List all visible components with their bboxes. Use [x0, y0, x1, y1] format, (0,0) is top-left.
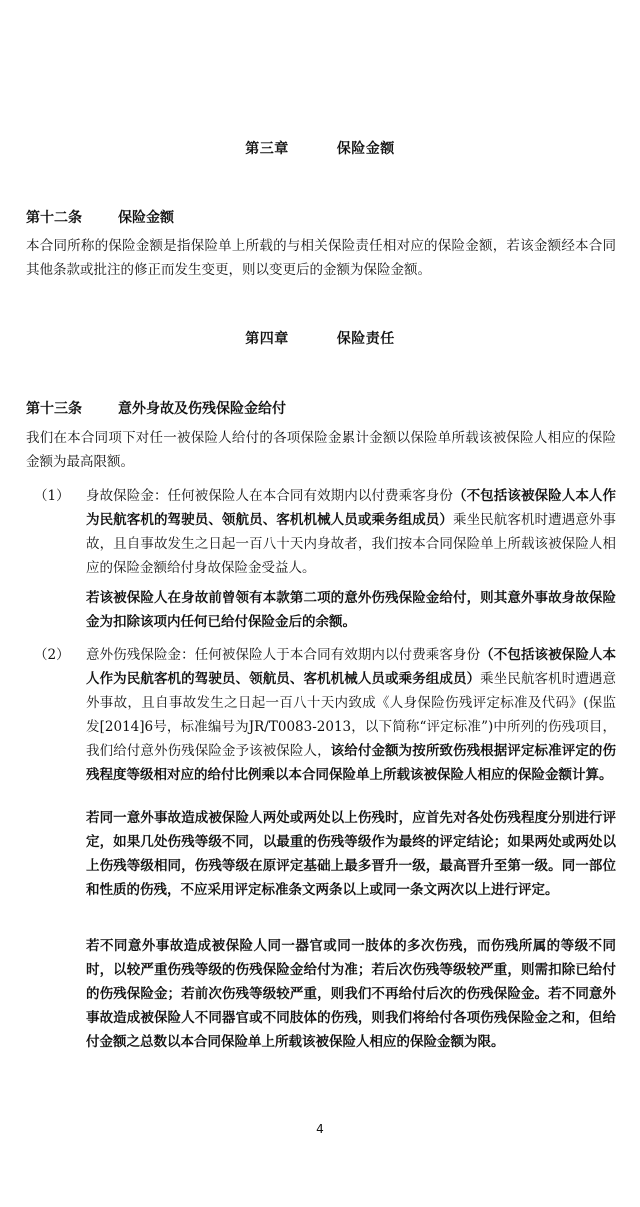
chapter-4-heading — [0, 328, 640, 348]
item-2-text-d: 该给付金额为按所致伤残根据评定标准评定的伤残程度等级相对应的给付比例乘以本合同保险单上所载该被保险人相应的保险金额计算。 — [86, 743, 617, 783]
article-13-title: 意外身故及伤残保险金给付 — [118, 401, 286, 417]
article-12-title: 保险金额 — [118, 210, 174, 226]
chapter-4-number: 第四章 — [245, 331, 289, 347]
item-1-exclusion: （不包括该被保险人本人作为民航客机的驾驶员、领航员、客机机械人员或乘务组成员） — [86, 488, 617, 528]
item-2-text-c: 乘坐民航客机时遭遇意外事故，且自事故发生之日起一百八十天内致成《人身保险伤残评定标准及代码》(保监发[2014]6号，标准编号为JR/T0083-2013，以下简称“评定标准”)中所列的伤残项目，我们给付意外伤残保险金予该被保险人， — [86, 671, 617, 759]
item-1-paragraph-2: 若该被保险人在身故前曾领有本款第二项的意外伤残保险金给付，则其意外事故身故保险金为扣除该项内任何已给付保险金后的余额。 — [86, 590, 616, 630]
item-2-paragraph-1 — [86, 643, 616, 787]
article-13-heading — [26, 398, 286, 418]
chapter-3-title: 保险金额 — [336, 141, 395, 157]
page-number: 4 — [316, 1122, 324, 1136]
item-1-paragraph-1 — [86, 484, 616, 580]
item-1-text-a: 身故保险金：任何被保险人在本合同有效期内以付费乘客身份 — [86, 488, 453, 504]
article-13-intro: 我们在本合同项下对任一被保险人给付的各项保险金累计金额以保险单所载该被保险人相应的保险金额为最高限额。 — [26, 430, 616, 470]
chapter-3-number: 第三章 — [245, 141, 289, 157]
item-2-paragraph-2: 若同一意外事故造成被保险人两处或两处以上伤残时，应首先对各处伤残程度分别进行评定，如果几处伤残等级不同，以最重的伤残等级作为最终的评定结论；如果两处或两处以上伤残等级相同，伤残等级在原评定基础上最多晋升一级，最高晋升至第一级。同一部位和性质的伤残，不应采用评定标准条文两条以上或同一条文两次以上进行评定。 — [86, 810, 616, 898]
item-2-paragraph-3: 若不同意外事故造成被保险人同一器官或同一肢体的多次伤残，而伤残所属的等级不同时，以较严重伤残等级的伤残保险金给付为准；若后次伤残等级较严重，则需扣除已给付的伤残保险金；若前次伤残等级较严重，则我们不再给付后次的伤残保险金。若不同意外事故造成被保险人不同器官或不同肢体的伤残，则我们将给付各项伤残保险金之和，但给付金额之总数以本合同保险单上所载该被保险人相应的保险金额为限。 — [86, 938, 616, 1050]
item-2-marker: （2） — [34, 647, 70, 663]
item-2-exclusion: （不包括该被保险人本人作为民航客机的驾驶员、领航员、客机机械人员或乘务组成员） — [86, 647, 617, 687]
chapter-4-title: 保险责任 — [336, 331, 395, 347]
item-1-text-c: 乘坐民航客机时遭遇意外事故，且自事故发生之日起一百八十天内身故者，我们按本合同保险单上所载该被保险人相应的保险金额给付身故保险金受益人。 — [86, 512, 617, 576]
article-13-number: 第十三条 — [26, 401, 82, 417]
chapter-3-heading — [0, 138, 640, 158]
article-12-heading — [26, 207, 174, 227]
item-2-text-a: 意外伤残保险金：任何被保险人于本合同有效期内以付费乘客身份 — [86, 647, 481, 663]
article-12-body: 本合同所称的保险金额是指保险单上所载的与相关保险责任相对应的保险金额，若该金额经本合同其他条款或批注的修正而发生变更，则以变更后的金额为保险金额。 — [26, 238, 616, 278]
item-1-marker: （1） — [34, 488, 70, 504]
article-12-number: 第十二条 — [26, 210, 82, 226]
